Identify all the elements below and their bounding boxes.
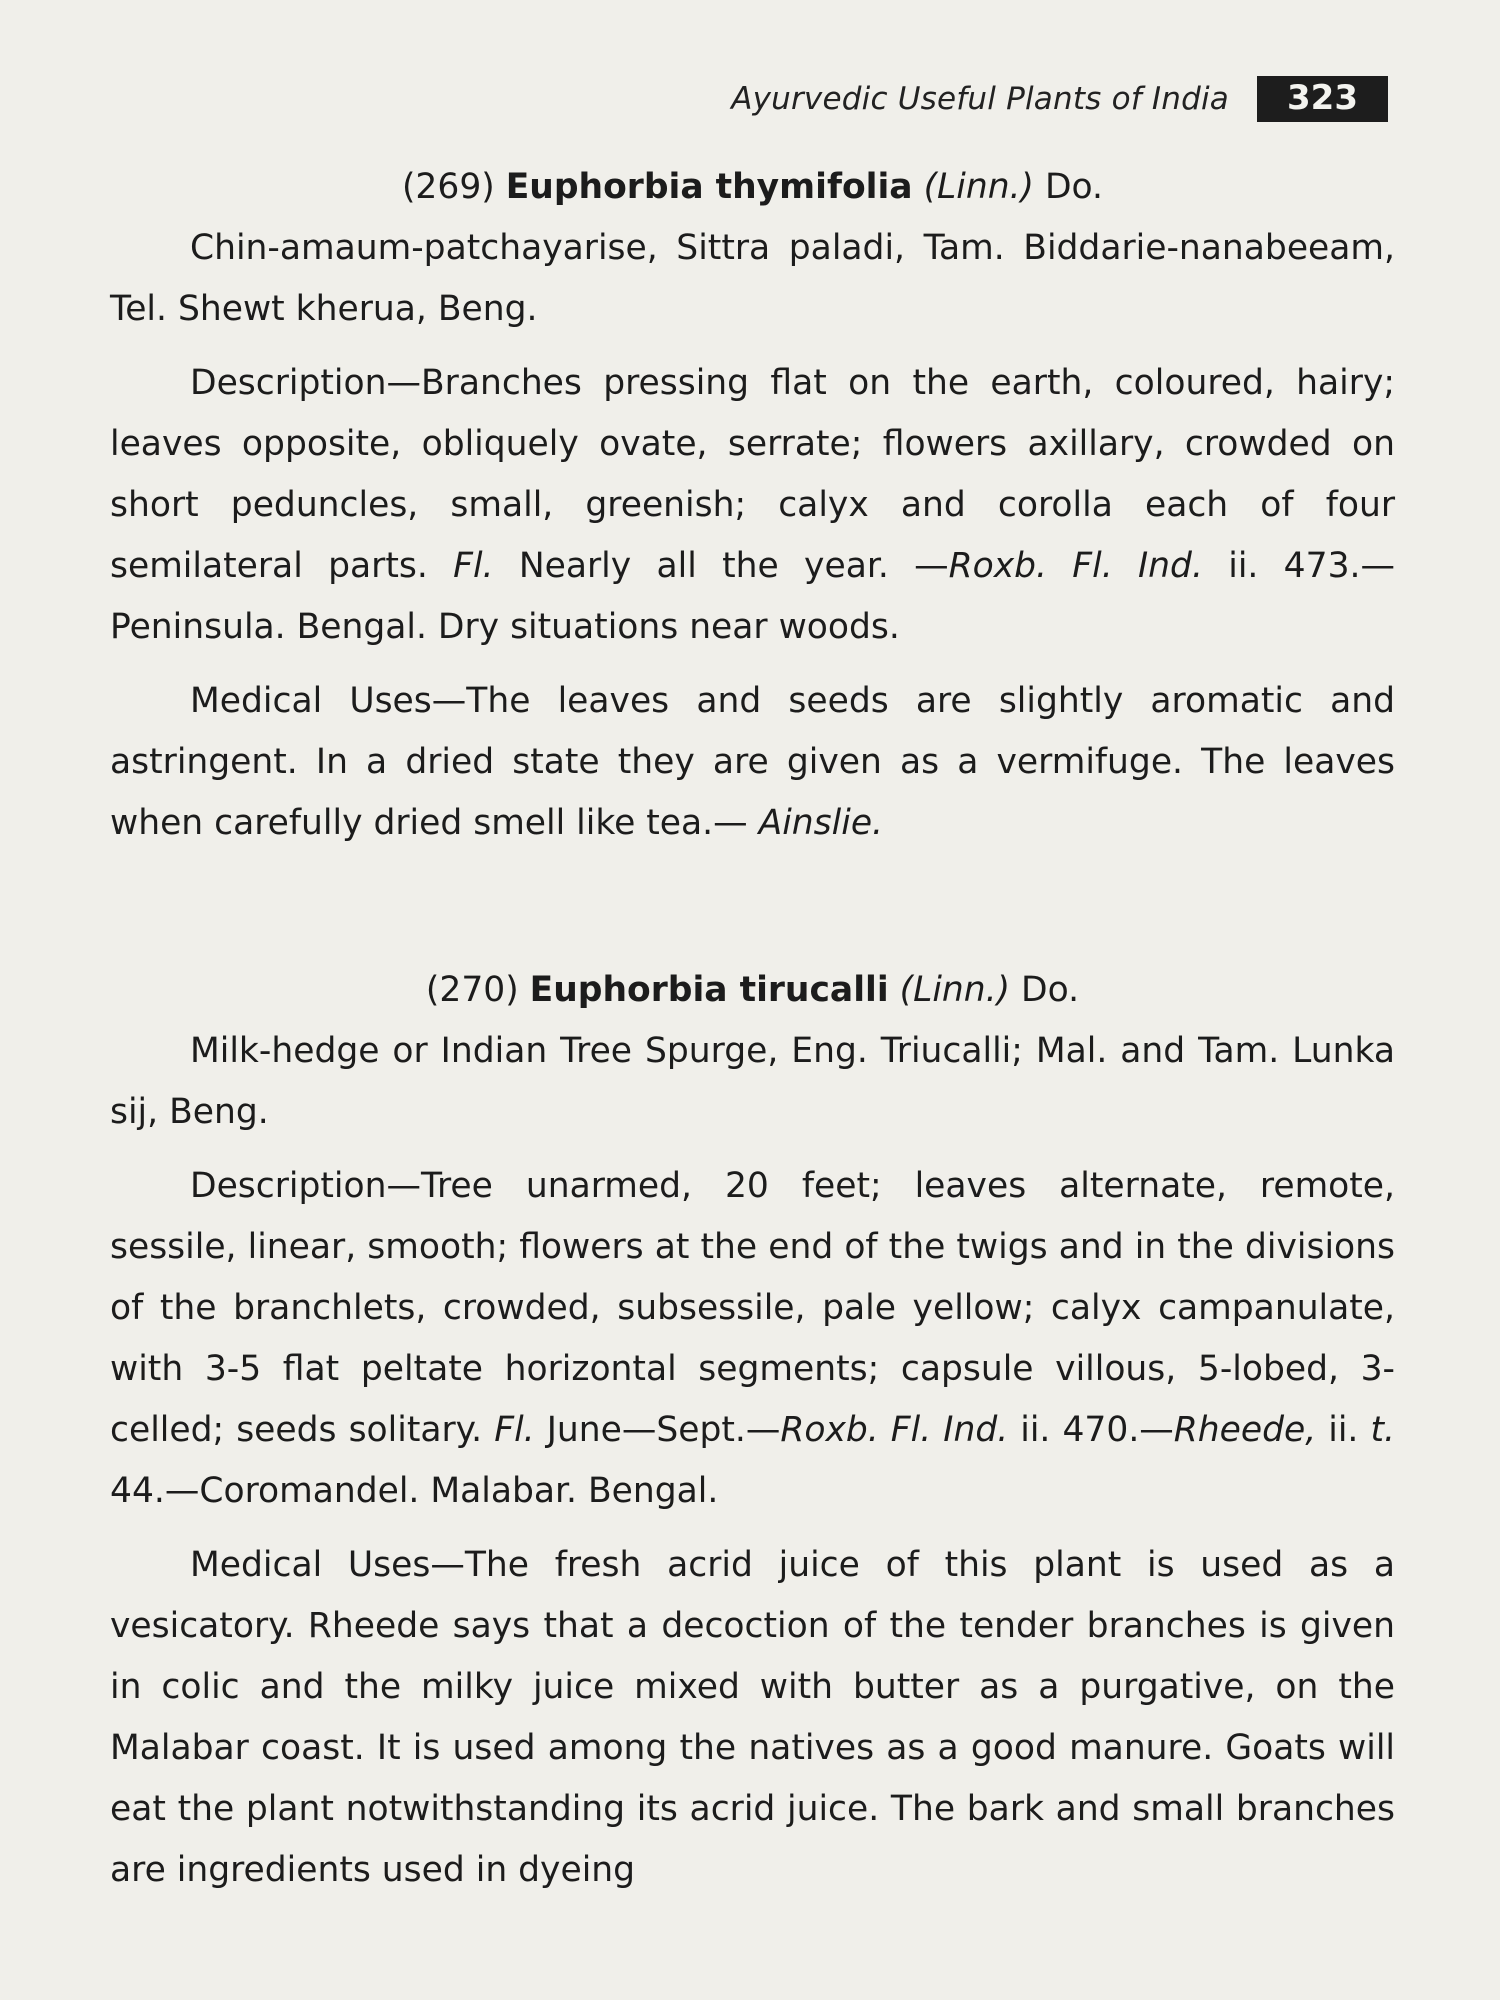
- flowering-label: Fl.: [494, 1410, 535, 1450]
- species-authority: (Linn.): [899, 970, 1011, 1010]
- reference-citation: Roxb. Fl. Ind.: [948, 546, 1203, 586]
- description-text: ii. 470.—: [1020, 1410, 1174, 1450]
- reference-citation: Rheede,: [1173, 1410, 1317, 1450]
- medical-uses-paragraph: Medical Uses—The fresh acrid juice of this plant is used as a vesicatory. Rheede says that a decoction of the tender branches is given in colic and the milky juice mixed with butter as a purgative, on the Malabar coast. It is used among the natives as a good manure. Goats will eat the plant notwithstanding its acrid juice. The bark and small branches are ingredients used in dyeing: [110, 1545, 1395, 1890]
- description-text: ii. 473.—Peninsula. Bengal. Dry situations near woods.: [110, 546, 1395, 647]
- species-name: Euphorbia thymifolia: [505, 167, 913, 207]
- description-text: Description—Tree unarmed, 20 feet; leaves alternate, remote, sessile, linear, smooth; flowers at the end of the twigs and in the divisions of the branchlets, crowded, subsessile, pale yellow; calyx campanulate, with 3-5 flat peltate horizontal segments; capsule villous, 5-lobed, 3-celled; seeds solitary.: [110, 1166, 1395, 1450]
- species-suffix: Do.: [1021, 970, 1080, 1010]
- description-text: 44.—Coromandel. Malabar. Bengal.: [110, 1471, 719, 1511]
- page-number: 323: [1257, 76, 1388, 122]
- running-header: [110, 74, 1388, 124]
- entry-269: [110, 157, 1395, 854]
- species-name: Euphorbia tirucalli: [529, 970, 889, 1010]
- description-paragraph: [110, 353, 1395, 658]
- plate-label: t.: [1370, 1410, 1395, 1450]
- entry-270-heading: [110, 960, 1395, 1021]
- description-text: Description—Branches pressing flat on the earth, coloured, hairy; leaves opposite, obliquely ovate, serrate; flowers axillary, crowded on short peduncles, small, greenish; calyx and corolla each of four semilateral parts.: [110, 363, 1395, 586]
- entry-number: (269): [401, 167, 495, 207]
- species-authority: (Linn.): [923, 167, 1034, 207]
- reference-citation: Roxb. Fl. Ind.: [780, 1410, 1009, 1450]
- entry-number: (270): [425, 970, 519, 1010]
- medical-uses-text: Medical Uses—The leaves and seeds are slightly aromatic and astringent. In a dried state they are given as a vermifuge. The leaves when carefully dried smell like tea.—: [110, 681, 1395, 843]
- medical-uses-paragraph: [110, 671, 1395, 854]
- running-title: Ayurvedic Useful Plants of India: [731, 81, 1230, 117]
- description-text: ii.: [1328, 1410, 1359, 1450]
- vernacular-names: Chin-amaum-patchayarise, Sittra paladi, Tam. Biddarie-nanabeeam, Tel. Shewt kherua, Beng.: [110, 228, 1395, 329]
- description-text: Nearly all the year. —: [518, 546, 949, 586]
- entry-269-heading: [110, 157, 1395, 218]
- species-suffix: Do.: [1044, 167, 1104, 207]
- entry-270: [110, 960, 1395, 1901]
- source-citation: Ainslie.: [758, 803, 884, 843]
- description-paragraph: [110, 1156, 1395, 1522]
- vernacular-names: Milk-hedge or Indian Tree Spurge, Eng. Triucalli; Mal. and Tam. Lunka sij, Beng.: [110, 1031, 1395, 1132]
- description-text: June—Sept.—: [546, 1410, 781, 1450]
- flowering-label: Fl.: [453, 546, 494, 586]
